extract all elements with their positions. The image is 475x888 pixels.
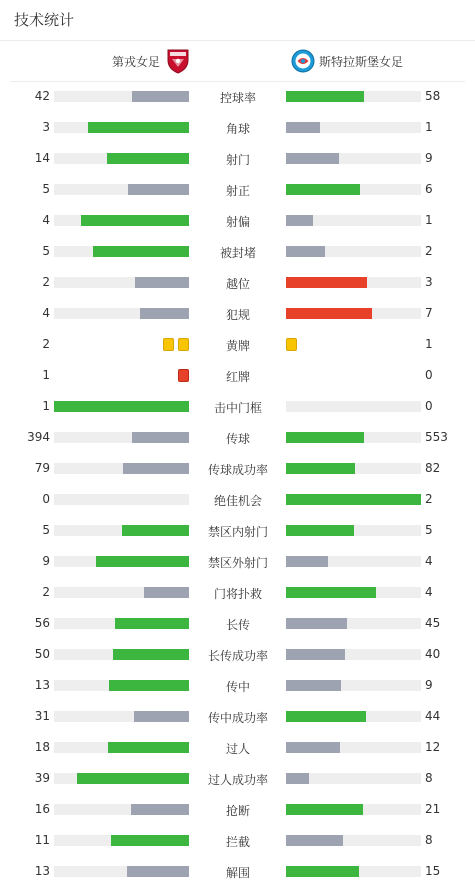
home-bar-track <box>54 215 189 226</box>
stat-label: 射门 <box>225 153 250 167</box>
home-bar-track <box>54 649 189 660</box>
away-value: 58 <box>425 89 441 103</box>
away-value: 44 <box>425 709 441 723</box>
stat-label: 长传 <box>225 618 250 632</box>
page-title: 技术统计 <box>14 11 75 29</box>
home-bar-fill <box>93 246 189 257</box>
stat-label: 传中 <box>225 680 250 694</box>
home-bar-fill <box>128 184 189 195</box>
away-value: 0 <box>425 368 433 382</box>
stats-list <box>0 81 475 887</box>
home-cards <box>163 338 189 351</box>
home-bar-fill <box>81 215 189 226</box>
home-bar-fill <box>88 122 189 133</box>
stat-row <box>0 143 475 174</box>
away-bar-track <box>286 680 421 691</box>
home-value: 42 <box>34 89 50 103</box>
away-value: 7 <box>425 306 433 320</box>
home-value: 39 <box>34 771 50 785</box>
home-value: 11 <box>34 833 50 847</box>
stat-label: 控球率 <box>219 91 256 105</box>
home-bar-track <box>54 91 189 102</box>
stat-row <box>0 298 475 329</box>
home-value: 4 <box>42 306 50 320</box>
away-bar-fill <box>286 556 328 567</box>
home-bar-track <box>54 494 189 505</box>
away-bar-track <box>286 277 421 288</box>
stat-label: 抢断 <box>225 804 250 818</box>
home-value: 13 <box>34 864 50 878</box>
home-value: 3 <box>42 120 50 134</box>
away-bar-fill <box>286 215 313 226</box>
stat-row <box>0 360 475 391</box>
home-bar-fill <box>111 835 189 846</box>
away-bar-fill <box>286 432 364 443</box>
home-value: 5 <box>42 523 50 537</box>
home-value: 31 <box>34 709 50 723</box>
stat-row <box>0 794 475 825</box>
away-bar-fill <box>286 742 340 753</box>
home-bar-track <box>54 432 189 443</box>
away-bar-track <box>286 432 421 443</box>
away-bar-fill <box>286 587 376 598</box>
home-value: 2 <box>42 585 50 599</box>
home-bar-fill <box>108 742 189 753</box>
stat-label: 红牌 <box>225 370 250 384</box>
home-value: 50 <box>34 647 50 661</box>
home-value: 394 <box>27 430 50 444</box>
stat-row <box>0 422 475 453</box>
home-bar-fill <box>135 277 189 288</box>
away-bar-fill <box>286 246 325 257</box>
away-bar-fill <box>286 835 343 846</box>
away-bar-track <box>286 804 421 815</box>
home-bar-fill <box>77 773 189 784</box>
away-bar-fill <box>286 866 359 877</box>
away-bar-track <box>286 308 421 319</box>
stat-row <box>0 546 475 577</box>
away-bar-fill <box>286 494 421 505</box>
stat-label: 越位 <box>225 277 250 291</box>
away-bar-fill <box>286 649 345 660</box>
away-bar-fill <box>286 804 363 815</box>
stat-label: 击中门框 <box>213 401 262 415</box>
away-cards <box>286 338 297 351</box>
away-bar-fill <box>286 525 354 536</box>
yellow-card-icon <box>163 338 174 351</box>
away-value: 8 <box>425 833 433 847</box>
home-bar-fill <box>127 866 189 877</box>
stat-row <box>0 701 475 732</box>
home-value: 16 <box>34 802 50 816</box>
home-bar-track <box>54 122 189 133</box>
home-bar-track <box>54 773 189 784</box>
stat-row <box>0 391 475 422</box>
home-value: 13 <box>34 678 50 692</box>
away-bar-track <box>286 649 421 660</box>
home-bar-track <box>54 184 189 195</box>
stat-label: 禁区外射门 <box>207 556 268 570</box>
title-bar <box>0 0 475 41</box>
away-bar-track <box>286 463 421 474</box>
away-bar-track <box>286 184 421 195</box>
home-bar-fill <box>123 463 189 474</box>
home-value: 18 <box>34 740 50 754</box>
away-bar-fill <box>286 773 309 784</box>
stat-label: 犯规 <box>225 308 250 322</box>
dijon-crest-icon <box>166 48 190 74</box>
away-value: 45 <box>425 616 441 630</box>
home-bar-fill <box>122 525 190 536</box>
away-value: 21 <box>425 802 441 816</box>
away-bar-track <box>286 556 421 567</box>
home-bar-fill <box>132 91 189 102</box>
home-bar-fill <box>96 556 189 567</box>
home-value: 5 <box>42 182 50 196</box>
away-bar-track <box>286 742 421 753</box>
away-value: 3 <box>425 275 433 289</box>
away-bar-track <box>286 91 421 102</box>
away-bar-fill <box>286 153 339 164</box>
home-value: 2 <box>42 275 50 289</box>
home-value: 2 <box>42 337 50 351</box>
away-bar-track <box>286 401 421 412</box>
stat-label: 黄牌 <box>225 339 250 353</box>
stat-label: 拦截 <box>225 835 250 849</box>
away-value: 553 <box>425 430 448 444</box>
stat-row <box>0 329 475 360</box>
stat-label: 传球成功率 <box>207 463 268 477</box>
away-bar-track <box>286 215 421 226</box>
home-value: 1 <box>42 368 50 382</box>
stat-row <box>0 577 475 608</box>
home-bar-track <box>54 742 189 753</box>
stat-label: 被封堵 <box>219 246 256 260</box>
away-team[interactable] <box>291 41 403 81</box>
stat-row <box>0 856 475 887</box>
home-bar-track <box>54 680 189 691</box>
away-value: 2 <box>425 492 433 506</box>
stat-row <box>0 825 475 856</box>
home-bar-fill <box>140 308 189 319</box>
home-bar-fill <box>109 680 189 691</box>
stat-label: 禁区内射门 <box>207 525 268 539</box>
away-bar-fill <box>286 711 366 722</box>
home-team[interactable] <box>112 41 190 81</box>
away-bar-fill <box>286 122 320 133</box>
away-value: 2 <box>425 244 433 258</box>
away-bar-track <box>286 618 421 629</box>
stat-label: 传中成功率 <box>207 711 268 725</box>
stat-row <box>0 670 475 701</box>
home-value: 79 <box>34 461 50 475</box>
stat-label: 解围 <box>225 866 250 880</box>
away-value: 1 <box>425 213 433 227</box>
stat-label: 过人 <box>225 742 250 756</box>
away-bar-fill <box>286 184 360 195</box>
home-value: 1 <box>42 399 50 413</box>
away-bar-track <box>286 153 421 164</box>
away-bar-fill <box>286 680 341 691</box>
stat-row <box>0 484 475 515</box>
away-bar-track <box>286 835 421 846</box>
away-bar-track <box>286 711 421 722</box>
away-value: 40 <box>425 647 441 661</box>
away-value: 5 <box>425 523 433 537</box>
stat-row <box>0 174 475 205</box>
home-bar-track <box>54 866 189 877</box>
stat-row <box>0 267 475 298</box>
stat-label: 角球 <box>225 122 250 136</box>
yellow-card-icon <box>286 338 297 351</box>
home-bar-fill <box>107 153 189 164</box>
stat-row <box>0 205 475 236</box>
home-bar-track <box>54 804 189 815</box>
home-bar-track <box>54 618 189 629</box>
home-value: 56 <box>34 616 50 630</box>
home-bar-fill <box>115 618 189 629</box>
away-value: 9 <box>425 151 433 165</box>
home-bar-track <box>54 401 189 412</box>
red-card-icon <box>178 369 189 382</box>
away-bar-fill <box>286 463 355 474</box>
away-value: 15 <box>425 864 441 878</box>
team-header <box>10 41 465 82</box>
stat-row <box>0 608 475 639</box>
home-bar-fill <box>54 401 189 412</box>
stat-label: 门将扑救 <box>213 587 262 601</box>
stat-label: 射偏 <box>225 215 250 229</box>
home-bar-fill <box>134 711 189 722</box>
away-value: 4 <box>425 585 433 599</box>
yellow-card-icon <box>178 338 189 351</box>
away-value: 1 <box>425 337 433 351</box>
away-value: 82 <box>425 461 441 475</box>
away-value: 0 <box>425 399 433 413</box>
home-bar-fill <box>113 649 189 660</box>
away-bar-track <box>286 525 421 536</box>
away-bar-track <box>286 246 421 257</box>
home-value: 0 <box>42 492 50 506</box>
home-bar-fill <box>144 587 189 598</box>
away-bar-track <box>286 773 421 784</box>
away-bar-track <box>286 587 421 598</box>
away-value: 12 <box>425 740 441 754</box>
away-bar-fill <box>286 277 367 288</box>
stat-row <box>0 763 475 794</box>
strasbourg-crest-icon <box>291 49 315 73</box>
away-team-name: 斯特拉斯堡女足 <box>319 54 404 69</box>
stat-row <box>0 515 475 546</box>
away-bar-track <box>286 494 421 505</box>
home-value: 5 <box>42 244 50 258</box>
stat-label: 过人成功率 <box>207 773 268 787</box>
home-bar-track <box>54 525 189 536</box>
home-value: 9 <box>42 554 50 568</box>
home-bar-track <box>54 463 189 474</box>
away-bar-fill <box>286 308 372 319</box>
stat-row <box>0 639 475 670</box>
stat-label: 绝佳机会 <box>213 494 262 508</box>
away-bar-track <box>286 866 421 877</box>
away-value: 9 <box>425 678 433 692</box>
home-value: 14 <box>34 151 50 165</box>
stat-label: 传球 <box>225 432 250 446</box>
home-bar-fill <box>132 432 189 443</box>
stat-row <box>0 81 475 112</box>
home-team-name: 第戎女足 <box>111 54 160 69</box>
stat-row <box>0 453 475 484</box>
home-bar-track <box>54 556 189 567</box>
home-bar-track <box>54 835 189 846</box>
home-bar-track <box>54 246 189 257</box>
stat-row <box>0 236 475 267</box>
away-bar-track <box>286 122 421 133</box>
away-value: 6 <box>425 182 433 196</box>
home-bar-track <box>54 587 189 598</box>
stat-label: 射正 <box>225 184 250 198</box>
home-bar-fill <box>131 804 189 815</box>
home-bar-track <box>54 308 189 319</box>
away-value: 8 <box>425 771 433 785</box>
stat-row <box>0 732 475 763</box>
away-value: 1 <box>425 120 433 134</box>
away-bar-fill <box>286 618 347 629</box>
away-value: 4 <box>425 554 433 568</box>
away-bar-fill <box>286 91 364 102</box>
stat-row <box>0 112 475 143</box>
home-bar-track <box>54 277 189 288</box>
home-bar-track <box>54 711 189 722</box>
home-cards <box>178 369 189 382</box>
home-bar-track <box>54 153 189 164</box>
stat-label: 长传成功率 <box>207 649 268 663</box>
home-value: 4 <box>42 213 50 227</box>
